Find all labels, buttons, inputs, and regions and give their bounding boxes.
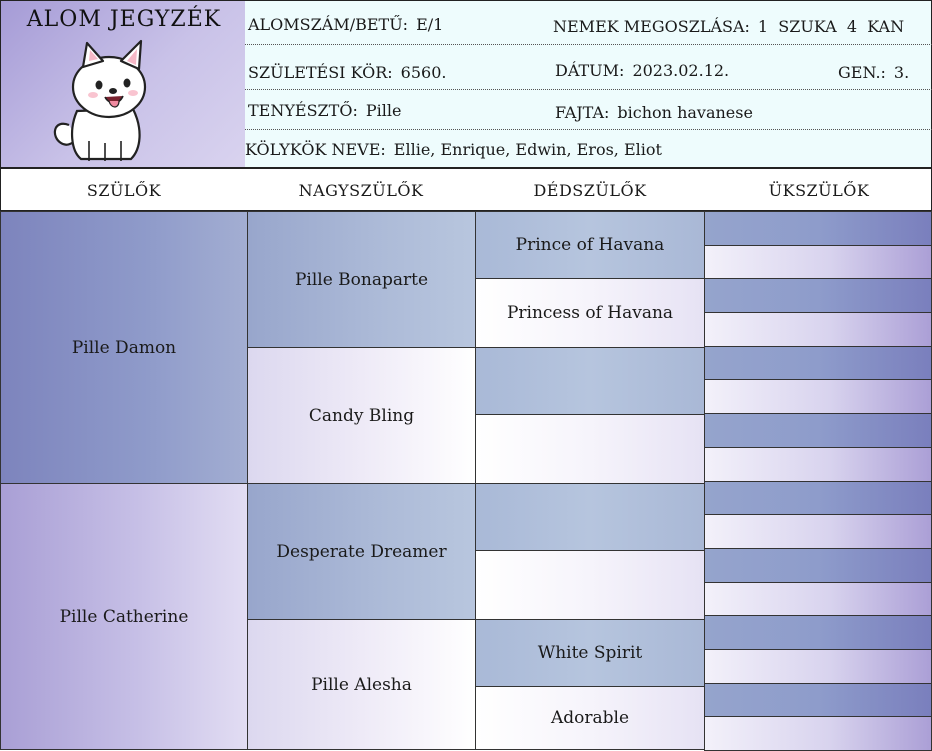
dam-box xyxy=(0,483,248,750)
great-grandparent-name: Princess of Havana xyxy=(506,303,674,323)
puppies-label: KÖLYKÖK NEVE: xyxy=(245,140,386,159)
date-label: DÁTUM: xyxy=(555,61,625,80)
great-great-grandparent-slot xyxy=(704,447,932,482)
great-grandparent-1 xyxy=(475,211,705,279)
great-grandparent-name: Prince of Havana xyxy=(515,235,665,255)
great-great-grandparent-slot xyxy=(704,211,932,246)
great-great-grandparent-slot xyxy=(704,649,932,684)
great-great-grandparent-slot xyxy=(704,413,932,448)
dam-sire-name: Desperate Dreamer xyxy=(276,541,447,562)
header-parents: SZÜLŐK xyxy=(86,181,162,200)
litter-value: E/1 xyxy=(416,15,444,34)
great-grandparent-5 xyxy=(475,483,705,551)
great-great-grandparent-slot xyxy=(704,683,932,718)
sire-name: Pille Damon xyxy=(71,337,177,358)
date-value: 2023.02.12. xyxy=(632,61,730,80)
female-label: SZUKA xyxy=(778,17,837,36)
great-great-grandparent-slot xyxy=(704,582,932,617)
great-great-grandparent-slot xyxy=(704,548,932,583)
breed-label: FAJTA: xyxy=(555,103,610,122)
sire-box xyxy=(0,211,248,484)
female-count: 1 xyxy=(757,17,769,36)
great-great-grandparent-slot xyxy=(704,615,932,650)
great-great-grandparent-slot xyxy=(704,716,932,751)
great-great-grandparent-slot xyxy=(704,312,932,347)
header-grandparents: NAGYSZÜLŐK xyxy=(298,181,424,200)
sire-sire-box xyxy=(247,211,476,348)
great-grandparent-6 xyxy=(475,550,705,620)
header-great-great-grandparents: ÜKSZÜLŐK xyxy=(768,181,870,200)
great-great-grandparent-slot xyxy=(704,481,932,516)
gen-label: GEN.: xyxy=(838,63,886,82)
male-count: 4 xyxy=(846,17,858,36)
header-great-grandparents: DÉDSZÜLŐK xyxy=(533,181,647,200)
great-grandparent-2 xyxy=(475,278,705,348)
info-row-birth xyxy=(245,52,932,90)
gen-value: 3. xyxy=(893,63,910,82)
info-row-litter xyxy=(245,7,932,45)
generation-header-row xyxy=(0,168,932,211)
great-grandparent-7 xyxy=(475,619,705,687)
great-great-grandparent-slot xyxy=(704,346,932,381)
sire-dam-name: Candy Bling xyxy=(308,405,415,426)
birth-value: 6560. xyxy=(400,63,447,82)
dam-name: Pille Catherine xyxy=(59,606,189,627)
great-grandparent-name: White Spirit xyxy=(537,643,643,663)
dam-dam-box xyxy=(247,619,476,750)
litter-label: ALOMSZÁM/BETŰ: xyxy=(248,15,409,34)
great-great-grandparent-slot xyxy=(704,514,932,549)
sire-sire-name: Pille Bonaparte xyxy=(294,269,429,290)
great-great-grandparent-slot xyxy=(704,245,932,280)
puppies-value: Ellie, Enrique, Edwin, Eros, Eliot xyxy=(393,140,662,159)
breeder-value: Pille xyxy=(365,101,402,120)
dam-sire-box xyxy=(247,483,476,620)
great-grandparent-8 xyxy=(475,686,705,750)
great-great-grandparent-slot xyxy=(704,379,932,414)
dam-dam-name: Pille Alesha xyxy=(311,674,412,695)
breeder-label: TENYÉSZTŐ: xyxy=(248,101,358,120)
male-label: KAN xyxy=(867,17,905,36)
great-grandparent-name: Adorable xyxy=(550,708,630,728)
info-row-puppies xyxy=(245,131,932,169)
info-row-breeder xyxy=(245,92,932,130)
great-grandparent-4 xyxy=(475,414,705,484)
logo-panel xyxy=(0,0,246,168)
sire-dam-box xyxy=(247,347,476,484)
great-grandparent-3 xyxy=(475,347,705,415)
great-great-grandparent-slot xyxy=(704,278,932,313)
page-title: ALOM JEGYZÉK xyxy=(26,7,222,32)
sex-label: NEMEK MEGOSZLÁSA: xyxy=(553,17,750,36)
birth-label: SZÜLETÉSI KÖR: xyxy=(248,63,393,82)
breed-value: bichon havanese xyxy=(617,103,753,122)
dog-illustration xyxy=(47,33,167,165)
litter-info-panel xyxy=(245,0,932,168)
